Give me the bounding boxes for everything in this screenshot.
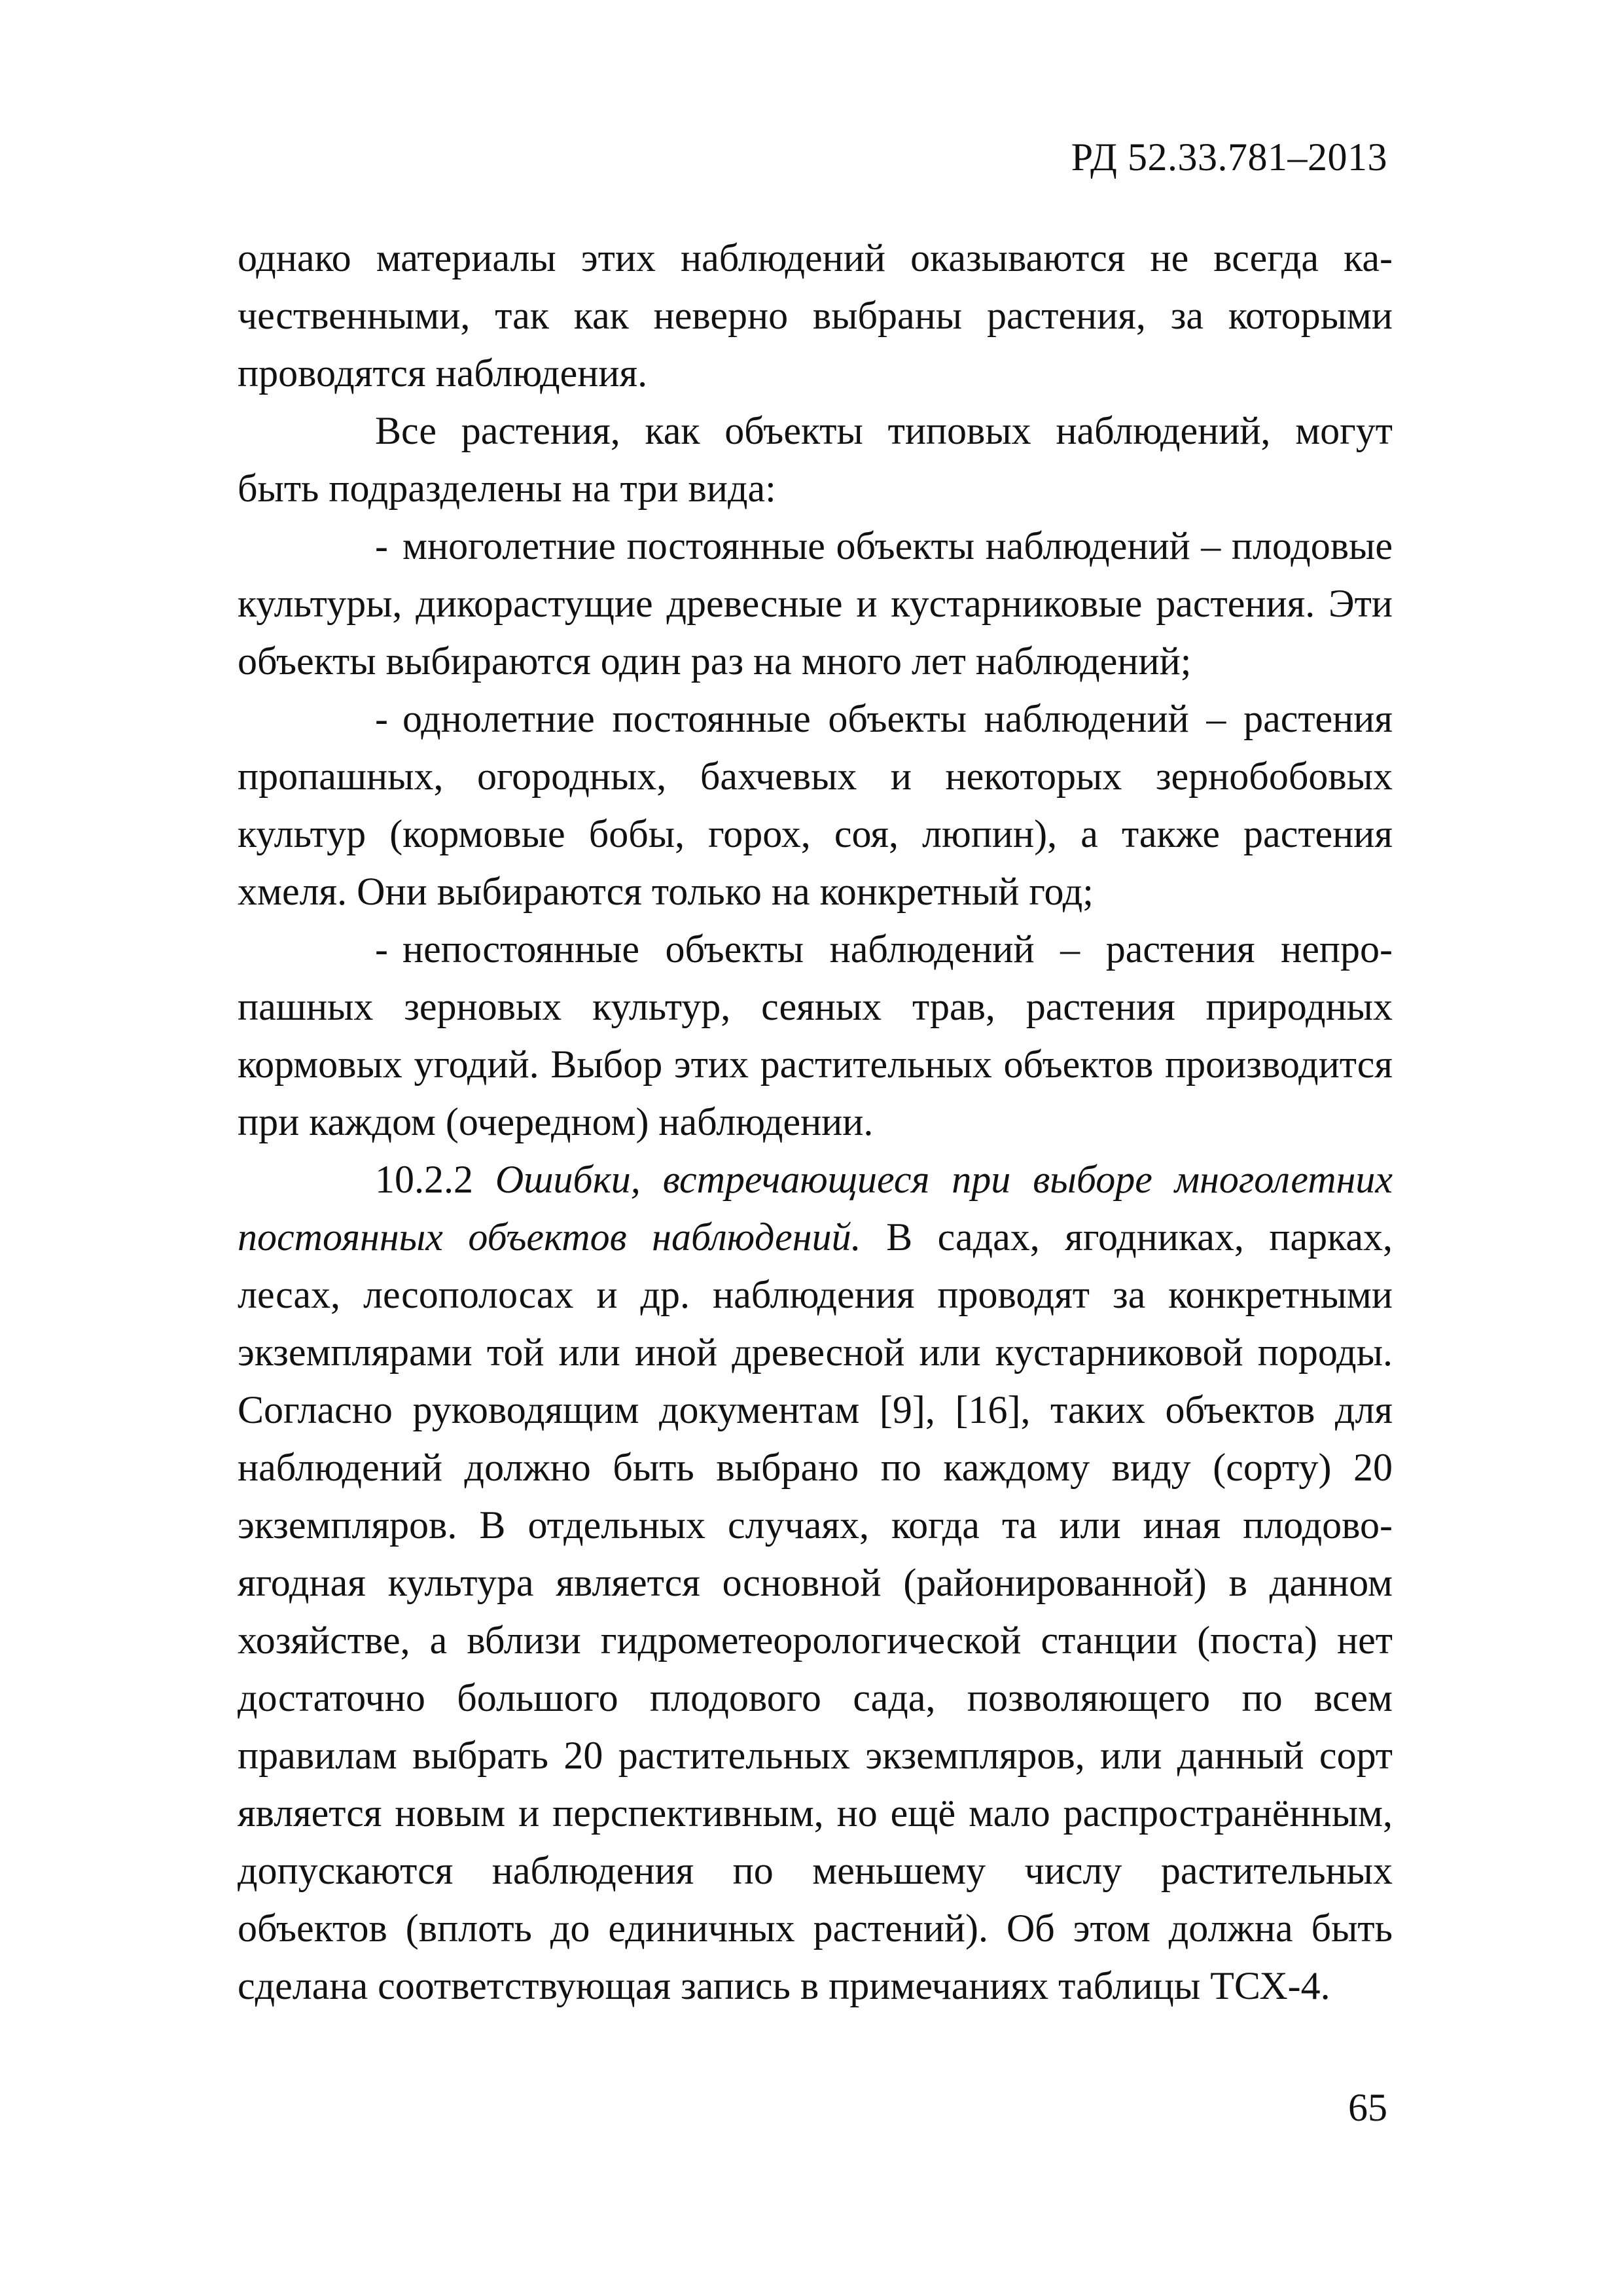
paragraph-continuation: однако материалы этих наблюдений оказываются не всегда качественными, так как неверно выбраны растения, за которыми проводятся наблюдения. bbox=[238, 236, 1393, 395]
list-marker: - bbox=[375, 697, 388, 740]
section-body: В садах, ягодниках, парках, лесах, лесополосах и др. наблюдения проводят за конкретными экземплярами той или иной древесной или кустарниковой породы. Согласно руководящим документам [9], [16], таких объектов для наблюдений должно быть выбрано по каждому виду (сорту) 20 экземпляров. В отдельных случаях, когда та или иная плодово-ягодная культура является основной (районированной) в данном хозяйстве, а вблизи гидрометеорологической станции (поста) нет достаточно большого плодового сада, позволяющего по всем правилам выбрать 20 растительных экземпляров, или данный сорт является новым и перспективным, но ещё мало распространённым, допускаются наблюдения по меньшему числу растительных объектов (вплоть до единичных растений). Об этом должна быть сделана соответствующая запись в примечаниях таблицы ТСХ-4. bbox=[238, 1215, 1393, 2007]
page-body bbox=[238, 229, 1393, 2015]
section-title: Ошибки, встречающиеся при выборе многолетних постоянных объектов наблюдений. bbox=[238, 1158, 1393, 1259]
section-10-2-2 bbox=[238, 1151, 1393, 2015]
list-item-text: однолетние постоянные объекты наблюдений – растения пропашных, огородных, бахчевых и некоторых зернобобовых культур (кормовые бобы, горох, соя, люпин), а также растения хмеля. Они выбираются только на конкретный год; bbox=[238, 697, 1393, 913]
page-number: 65 bbox=[1348, 2086, 1387, 2129]
list-item-text: многолетние постоянные объекты наблюдений – плодовые культуры, дикорастущие древесные и кустарниковые растения. Эти объекты выбираются один раз на много лет наблюдений; bbox=[238, 524, 1393, 683]
list-item-annual bbox=[238, 690, 1393, 920]
list-marker: - bbox=[375, 927, 388, 971]
list-marker: - bbox=[375, 524, 388, 567]
list-item-text: непостоянные объекты наблюдений – растения непропашных зерновых культур, сеяных трав, растения природных кормовых угодий. Выбор этих растительных объектов производится при каждом (очередном) наблюдении. bbox=[238, 927, 1393, 1143]
list-item-perennial bbox=[238, 517, 1393, 690]
paragraph-plant-types-intro: Все растения, как объекты типовых наблюдений, могут быть подразделены на три вида: bbox=[238, 409, 1393, 510]
section-number: 10.2.2 bbox=[375, 1158, 473, 1201]
list-item-non-permanent bbox=[238, 920, 1393, 1151]
document-code-header: РД 52.33.781–2013 bbox=[1071, 135, 1387, 179]
